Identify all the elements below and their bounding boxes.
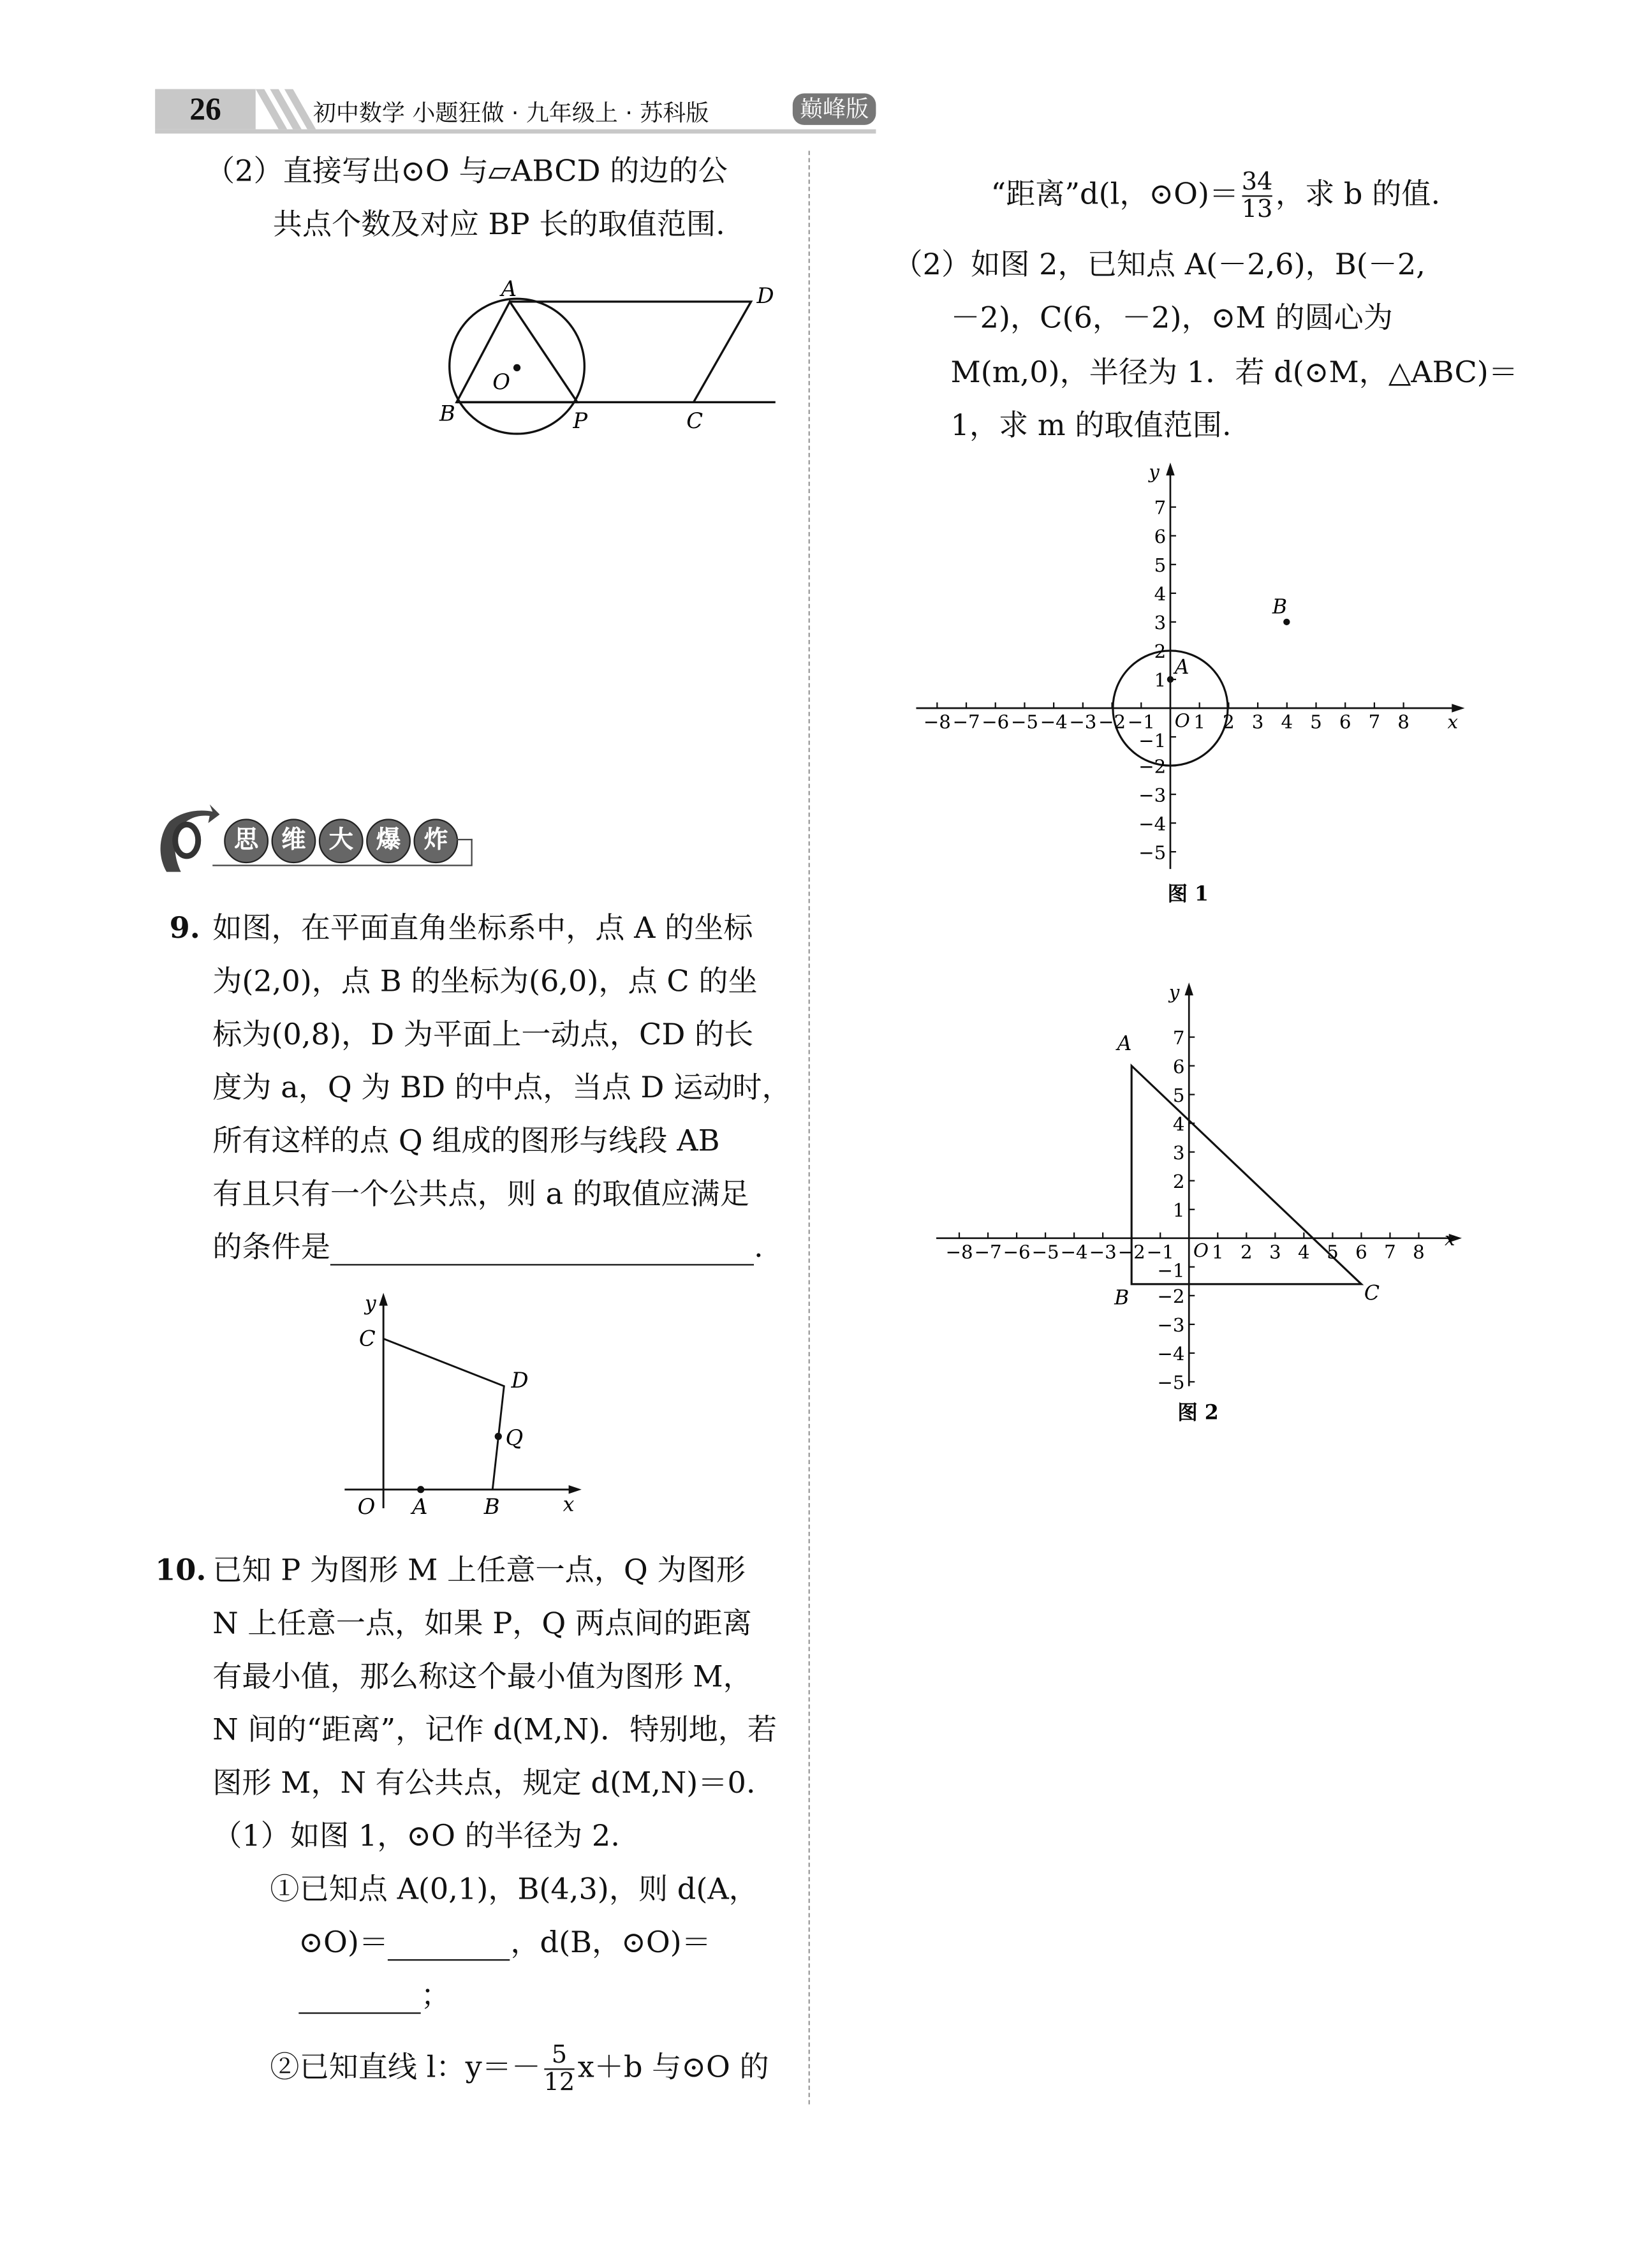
y-tick-label: −5 xyxy=(1157,1372,1185,1394)
text: ⊙O)＝ xyxy=(298,1925,388,1960)
q10-part1b-line xyxy=(270,2043,769,2096)
q10-part1a-line2 xyxy=(298,1923,711,1961)
q9-line: 为(2,0)，点 B 的坐标为(6,0)，点 C 的坐 xyxy=(212,963,758,998)
q10-number: 10. xyxy=(155,1552,207,1587)
label-P: P xyxy=(573,408,588,433)
banner-char: 维 xyxy=(272,819,316,863)
x-tick-label: 1 xyxy=(1193,711,1205,733)
y-tick-label: 2 xyxy=(1154,641,1167,663)
label-D: D xyxy=(511,1367,529,1393)
y-tick-label: 7 xyxy=(1154,497,1167,519)
q10-line: 已知 P 为图形 M 上任意一点，Q 为图形 xyxy=(212,1552,746,1587)
axis-y-label: y xyxy=(1168,981,1180,1003)
x-tick-label: −6 xyxy=(982,711,1010,733)
x-tick-label: −2 xyxy=(1098,711,1126,733)
x-tick-label: −6 xyxy=(1003,1241,1031,1263)
x-tick-label: −3 xyxy=(1089,1241,1117,1263)
axis-y-label: y xyxy=(1149,461,1160,483)
text: “距离”d(l，⊙O)＝ xyxy=(990,176,1239,211)
text: ，d(B，⊙O)＝ xyxy=(510,1925,711,1960)
y-tick-label: −1 xyxy=(1157,1259,1185,1282)
header-rule xyxy=(155,130,876,134)
label-Q: Q xyxy=(505,1425,524,1451)
label-B: B xyxy=(483,1494,500,1520)
fraction-5-12 xyxy=(544,2043,575,2096)
x-tick-label: 8 xyxy=(1413,1241,1425,1263)
x-tick-label: 6 xyxy=(1355,1241,1367,1263)
text: x＋b 与⊙O 的 xyxy=(577,2049,769,2084)
banner-char: 思 xyxy=(224,819,269,863)
denominator: 12 xyxy=(543,2068,575,2098)
y-tick-label: 4 xyxy=(1172,1113,1185,1135)
label-O: O xyxy=(1193,1240,1209,1262)
q10-part1a-line1: ①已知点 A(0,1)，B(4,3)，则 d(A， xyxy=(270,1871,758,1906)
x-tick-label: −4 xyxy=(1060,1241,1088,1263)
label-O: O xyxy=(492,369,510,395)
q10-part2-line: M(m,0)，半径为 1．若 d(⊙M，△ABC)＝ xyxy=(950,355,1518,390)
q9-answer-blank[interactable] xyxy=(330,1235,754,1265)
y-tick-label: 2 xyxy=(1172,1170,1185,1192)
x-tick-label: −8 xyxy=(945,1241,973,1263)
y-tick-label: −5 xyxy=(1138,841,1167,864)
answer-blank-dB[interactable] xyxy=(298,1983,420,2013)
q10-part1b-continued xyxy=(991,170,1441,223)
text: ②已知直线 l：y＝－ xyxy=(270,2049,541,2084)
q9-line: 有且只有一个公共点，则 a 的取值应满足 xyxy=(212,1176,749,1212)
label-O: O xyxy=(1174,709,1190,732)
banner-bracket xyxy=(457,839,473,866)
q10-part2-line: （2）如图 2，已知点 A(－2,6)，B(－2, xyxy=(893,247,1425,282)
q10-part2-line: －2)，C(6，－2)，⊙M 的圆心为 xyxy=(950,300,1393,335)
label-A: A xyxy=(412,1494,428,1520)
y-tick-label: −4 xyxy=(1157,1343,1185,1365)
banner-char: 炸 xyxy=(413,819,458,863)
header-stripes-decoration xyxy=(244,89,316,130)
banner-char: 大 xyxy=(319,819,364,863)
figure-1-coordinate-plane xyxy=(904,452,1479,912)
axis-x-label: x xyxy=(563,1493,575,1516)
y-tick-label: −2 xyxy=(1157,1286,1185,1308)
y-tick-label: −1 xyxy=(1138,729,1167,752)
q10-part1a-line3 xyxy=(298,1976,450,2014)
label-D: D xyxy=(756,283,774,309)
x-tick-label: 3 xyxy=(1251,711,1264,733)
label-B: B xyxy=(439,401,455,426)
x-tick-label: −7 xyxy=(974,1241,1002,1263)
x-tick-label: −4 xyxy=(1040,711,1068,733)
q10-part1: （1）如图 1，⊙O 的半径为 2. xyxy=(212,1818,620,1853)
x-tick-label: −8 xyxy=(923,711,951,733)
y-tick-label: 5 xyxy=(1172,1084,1185,1106)
y-tick-label: 6 xyxy=(1172,1055,1185,1078)
axis-y-label: y xyxy=(364,1292,376,1316)
y-tick-label: 7 xyxy=(1172,1027,1185,1049)
column-divider xyxy=(809,151,810,2104)
text: ； xyxy=(420,1978,450,2013)
label-C: C xyxy=(1364,1282,1380,1305)
section-banner-thinking-explosion xyxy=(155,793,471,879)
q8-part2-line2: 共点个数及对应 BP 长的取值范围. xyxy=(272,207,725,242)
axis-x-label: x xyxy=(1445,1228,1455,1250)
y-tick-label: 4 xyxy=(1154,583,1167,605)
label-B: B xyxy=(1272,595,1288,619)
x-tick-label: 5 xyxy=(1327,1241,1339,1263)
y-tick-label: 3 xyxy=(1172,1141,1185,1164)
label-A: A xyxy=(1117,1032,1132,1055)
y-tick-label: 3 xyxy=(1154,612,1167,634)
y-tick-label: −4 xyxy=(1138,813,1167,835)
figure-2-coordinate-plane xyxy=(926,974,1486,1434)
book-title: 初中数学 小题狂做 · 九年级上 · 苏科版 xyxy=(313,99,709,127)
y-tick-label: −3 xyxy=(1138,784,1167,806)
x-tick-label: 5 xyxy=(1310,711,1322,733)
figure-circle-parallelogram xyxy=(431,273,790,438)
x-tick-label: −7 xyxy=(952,711,980,733)
answer-blank-dA[interactable] xyxy=(388,1931,510,1960)
y-tick-label: 1 xyxy=(1172,1199,1185,1222)
q10-line: 图形 M，N 有公共点，规定 d(M,N)＝0. xyxy=(212,1765,756,1800)
x-tick-label: 2 xyxy=(1223,711,1235,733)
x-tick-label: 2 xyxy=(1240,1241,1253,1263)
q10-line: N 上任意一点，如果 P，Q 两点间的距离 xyxy=(212,1606,752,1641)
y-tick-label: −2 xyxy=(1138,755,1167,778)
y-tick-label: 5 xyxy=(1154,554,1167,577)
q9-line: 标为(0,8)，D 为平面上一动点，CD 的长 xyxy=(212,1017,754,1052)
label-B: B xyxy=(1114,1286,1130,1310)
x-tick-label: −5 xyxy=(1031,1241,1059,1263)
y-tick-label: 1 xyxy=(1154,669,1167,692)
x-tick-label: −2 xyxy=(1117,1241,1145,1263)
x-tick-label: 4 xyxy=(1298,1241,1310,1263)
page-header xyxy=(155,89,876,133)
x-tick-label: −3 xyxy=(1069,711,1097,733)
label-C: C xyxy=(686,408,703,433)
y-tick-label: −3 xyxy=(1157,1314,1185,1337)
q9-line: 度为 a，Q 为 BD 的中点，当点 D 运动时， xyxy=(212,1070,791,1105)
text: ，求 b 的值. xyxy=(1275,176,1441,211)
banner-rule xyxy=(212,864,471,866)
x-tick-label: 7 xyxy=(1368,711,1381,733)
numerator: 34 xyxy=(1241,168,1273,197)
label-C: C xyxy=(358,1326,376,1351)
q8-part2-line1: （2）直接写出⊙O 与▱ABCD 的边的公 xyxy=(205,153,728,188)
x-tick-label: 1 xyxy=(1211,1241,1224,1263)
q10-line: 有最小值，那么称这个最小值为图形 M， xyxy=(212,1659,753,1694)
x-tick-label: 8 xyxy=(1397,711,1410,733)
axis-x-label: x xyxy=(1447,711,1459,733)
denominator: 13 xyxy=(1241,195,1273,225)
label-A: A xyxy=(501,276,517,301)
q9-last-text: 的条件是 xyxy=(212,1229,330,1264)
q9-line: 所有这样的点 Q 组成的图形与线段 AB xyxy=(212,1123,720,1158)
x-tick-label: 3 xyxy=(1269,1241,1281,1263)
q9-line: 如图，在平面直角坐标系中，点 A 的坐标 xyxy=(212,910,753,945)
q10-line: N 间的“距离”，记作 d(M,N)．特别地，若 xyxy=(212,1712,777,1747)
fraction-34-13 xyxy=(1242,170,1273,223)
head-arrow-logo-icon xyxy=(155,800,219,879)
q9-end: . xyxy=(754,1229,763,1264)
q9-number: 9. xyxy=(169,910,200,945)
q10-part2-line: 1，求 m 的取值范围. xyxy=(950,408,1232,443)
x-tick-label: −1 xyxy=(1146,1241,1174,1263)
x-tick-label: 4 xyxy=(1281,711,1293,733)
y-tick-label: 6 xyxy=(1154,526,1167,548)
x-tick-label: −1 xyxy=(1127,711,1155,733)
figure-q9 xyxy=(337,1286,596,1530)
edition-badge: 巅峰版 xyxy=(793,93,876,125)
x-tick-label: −5 xyxy=(1010,711,1039,733)
figure-2-caption: 图 2 xyxy=(1177,1400,1219,1425)
x-tick-label: 6 xyxy=(1339,711,1351,733)
figure-1-caption: 图 1 xyxy=(1167,882,1209,906)
numerator: 5 xyxy=(551,2041,568,2070)
page-number: 26 xyxy=(155,89,256,130)
banner-char: 爆 xyxy=(366,819,411,863)
q9-last-line xyxy=(212,1228,763,1266)
x-tick-label: 7 xyxy=(1384,1241,1396,1263)
label-O: O xyxy=(357,1494,376,1520)
label-A: A xyxy=(1174,655,1189,679)
